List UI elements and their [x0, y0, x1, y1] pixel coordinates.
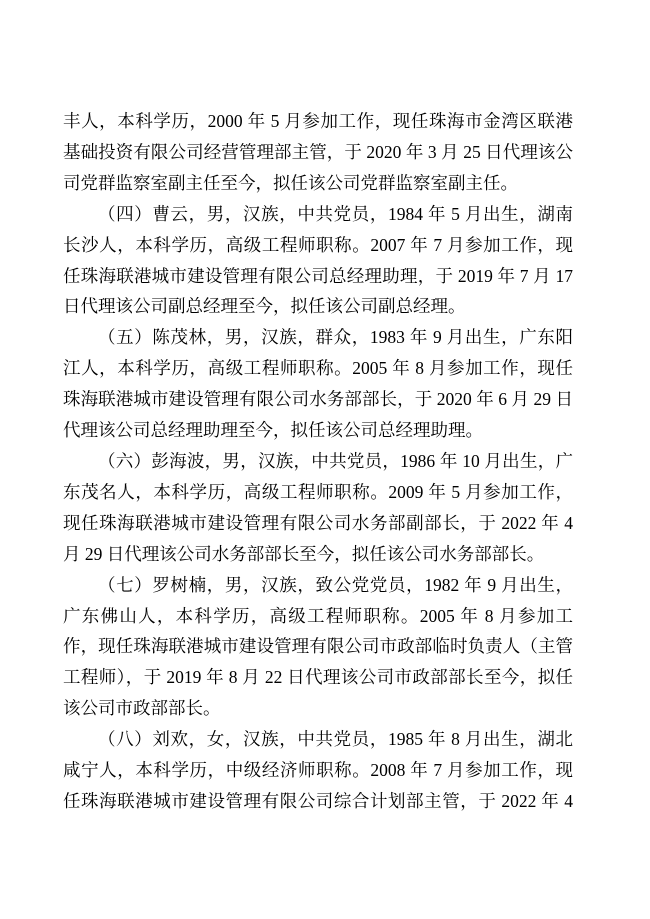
paragraph-item-6: （六）彭海波，男，汉族，中共党员，1986 年 10 月出生，广东茂名人，本科学历，高级工程师职称。2009 年 5 月参加工作，现任珠海联港城市建设管理有限公司水务部副部长，于 2022 年 4 月 29 日代理该公司水务部部长至今，拟任该公司水务部部长。: [63, 450, 573, 564]
document-body: [63, 106, 573, 817]
paragraph-item-4: （四）曹云，男，汉族，中共党员，1984 年 5 月出生，湖南长沙人，本科学历，高级工程师职称。2007 年 7 月参加工作，现任珠海联港城市建设管理有限公司总经理助理，于 2019 年 7 月 17 日代理该公司副总经理至今，拟任该公司副总经理。: [63, 203, 573, 317]
paragraph-item-8: （八）刘欢，女，汉族，中共党员，1985 年 8 月出生，湖北咸宁人，本科学历，中级经济师职称。2008 年 7 月参加工作，现任珠海联港城市建设管理有限公司综合计划部主管，于 2022 年 4: [63, 729, 573, 811]
paragraph-item-5: （五）陈茂林，男，汉族，群众，1983 年 9 月出生，广东阳江人，本科学历，高级工程师职称。2005 年 8 月参加工作，现任珠海联港城市建设管理有限公司水务部部长，于 2020 年 6 月 29 日代理该公司总经理助理至今，拟任该公司总经理助理。: [63, 327, 573, 441]
paragraph-item-7: （七）罗树楠，男，汉族，致公党党员，1982 年 9 月出生，广东佛山人，本科学历，高级工程师职称。2005 年 8 月参加工作，现任珠海联港城市建设管理有限公司市政部临时负责人（主管工程师），于 2019 年 8 月 22 日代理该公司市政部部长至今，拟任该公司市政部部长。: [63, 574, 573, 719]
paragraph-continuation: 丰人，本科学历，2000 年 5 月参加工作，现任珠海市金湾区联港基础投资有限公司经营管理部主管，于 2020 年 3 月 25 日代理该公司党群监察室副主任至今，拟任该公司党群监察室副主任。: [63, 111, 573, 193]
